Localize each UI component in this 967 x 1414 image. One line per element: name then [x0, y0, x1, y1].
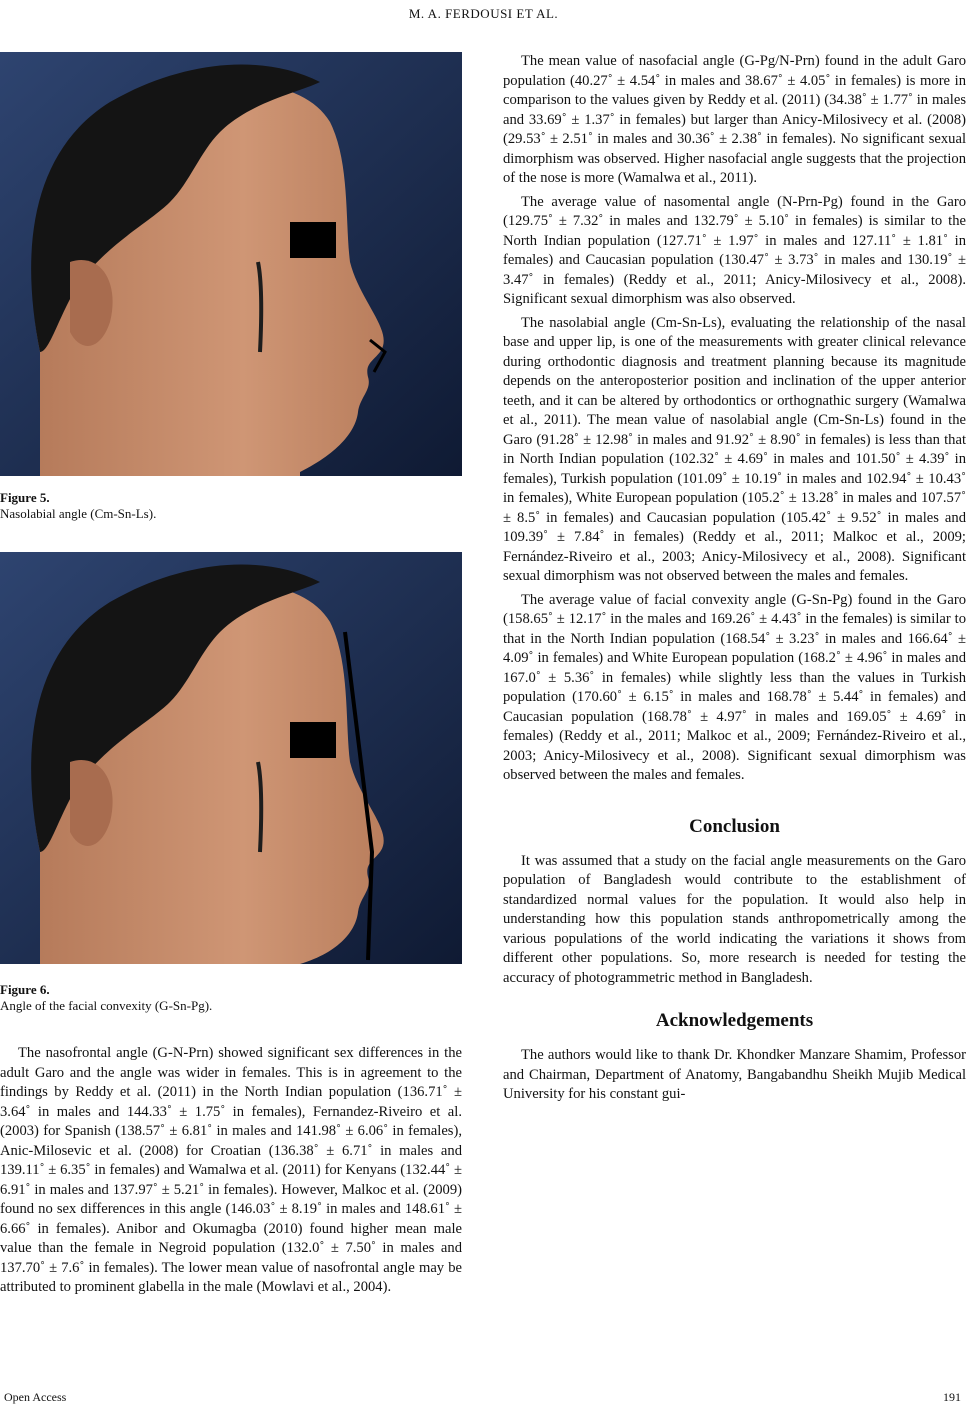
- left-column-paragraph: The nasofrontal angle (G-N-Prn) showed significant sex differences in the adult Garo and the angle was wider in females. This is in agreement to the findings by Reddy et al. (2011) in the North Indian population (136.71˚ ± 3.64˚ in males and 144.33˚ ± 1.75˚ in females), Fernandez-Riveiro et al. (2003) for Spanish (138.57˚ ± 6.81˚ in males and 141.98˚ ± 6.06˚ in females), Anic-Milosevic et al. (2008) for Croatian (136.38˚ ± 6.71˚ in males and 139.11˚ ± 6.35˚ in females) and Wamalwa et al. (2011) for Kenyans (132.44˚ ± 6.91˚ in males and 137.97˚ ± 5.21˚ in females). However, Malkoc et al. (2009) found no sex differences in this angle (146.03˚ ± 8.19˚ in males and 148.61˚ ± 6.66˚ in females). Anibor and Okumagba (2010) found higher mean male value than the female in Negroid population (132.0˚ ± 7.50˚ in males and 137.70˚ ± 7.6˚ in females). The lower mean value of nasofrontal angle may be attributed to prominent glabella in the male (Mowlavi et al., 2004).: [0, 1045, 462, 1295]
- left-column: [0, 52, 462, 1298]
- conclusion-paragraph: It was assumed that a study on the facial angle measurements on the Garo population of Bangladesh would contribute to the establishment of standardized normal values for the population. It would also help in understanding how this population stands anthropometrically among the various populations of the world indicating the variations it shows from different other populations. So, more research is needed for testing the accuracy of photogrammetric method in Bangladesh.: [503, 852, 966, 986]
- page-number: 191: [943, 1390, 961, 1404]
- profile-photo-nasolabial: [0, 52, 462, 476]
- paragraph-nasofacial: The mean value of nasofacial angle (G-Pg/N-Prn) found in the adult Garo population (40.27˚ ± 4.54˚ in males and 38.67˚ ± 4.05˚ in females) is more in comparison to the values given by Reddy et al. (2011) (34.38˚ ± 1.77˚ in males and 33.69˚ ± 1.37˚ in females) but larger than Anicy-Milosivecy et al. (2008) (29.53˚ ± 2.51˚ in males and 30.36˚ ± 2.38˚ in females). No significant sexual dimorphism was observed. Higher nasofacial angle suggests that the projection of the nose is more (Wamalwa et al., 2011).: [503, 53, 966, 186]
- right-column: [503, 52, 966, 1105]
- eye-mask: [290, 222, 336, 258]
- paragraph-nasolabial: The nasolabial angle (Cm-Sn-Ls), evaluating the relationship of the nasal base and upper lip, is one of the measurements with greater clinical relevance during orthodontic diagnosis and treatment planning because its magnitude depends on the anteroposterior position and inclination of the upper anterior teeth, and it can be altered by orthodontics or orthognathic surgery (Wamalwa et al., 2011). The mean value of nasolabial angle (Cm-Sn-Ls) found in the Garo (91.28˚ ± 12.98˚ in males and 91.92˚ ± 8.90˚ in females) is less than that in North Indian population (102.32˚ ± 4.69˚ in males and 101.50˚ ± 4.39˚ in females), Turkish population (101.09˚ ± 10.19˚ in males and 102.94˚ ± 10.43˚ in females), White European population (105.2˚ ± 13.28˚ in males and 107.57˚ ± 8.5˚ in females) and Caucasian population (105.42˚ ± 9.52˚ in males and 109.39˚ ± 7.84˚ in females) (Reddy et al., 2011; Malkoc et al., 2009; Fernández-Riveiro et al., 2003; Anicy-Milosivecy et al., 2008). Significant sexual dimorphism was not observed between the males and females.: [503, 314, 966, 584]
- figure-6-caption: [0, 982, 462, 1014]
- acknowledgements-heading: Acknowledgements: [655, 1010, 814, 1031]
- figure-6-label: Figure 6.: [0, 982, 50, 997]
- conclusion-heading: Conclusion: [689, 815, 780, 837]
- eye-mask-2: [290, 722, 336, 758]
- footer-open-access: Open Access: [4, 1390, 67, 1404]
- profile-photo-convexity: [0, 552, 462, 964]
- figure-5-caption: [0, 490, 462, 522]
- paragraph-facial-convexity: The average value of facial convexity angle (G-Sn-Pg) found in the Garo (158.65˚ ± 12.17˚ in the males and 169.26˚ ± 4.43˚ in the females) is similar to that in the North Indian population (168.54˚ ± 3.23˚ in males and 166.64˚ ± 4.09˚ in females) and White European population (168.2˚ ± 4.96˚ in males and 167.0˚ ± 5.36˚ in females) while slightly less than the values in Turkish population (170.60˚ ± 6.15˚ in males and 168.78˚ ± 5.44˚ in females) and Caucasian population (168.78˚ ± 4.97˚ in males and 169.05˚ ± 4.69˚ in females) (Reddy et al., 2011; Malkoc et al., 2009; Fernández-Riveiro et al., 2003; Anicy-Milosivecy et al., 2008). Significant sexual dimorphism was observed between the males and females.: [503, 591, 966, 783]
- figure-6-caption-text: Angle of the facial convexity (G-Sn-Pg).: [0, 998, 213, 1013]
- figure-5-caption-text: Nasolabial angle (Cm-Sn-Ls).: [0, 506, 157, 521]
- running-head: M. A. FERDOUSI ET AL.: [408, 6, 559, 21]
- figure-5-photo: [0, 52, 462, 476]
- acknowledgements-paragraph: The authors would like to thank Dr. Khondker Manzare Shamim, Professor and Chairman, Department of Anatomy, Bangabandhu Sheikh Mujib Medical University for his constant gui-: [503, 1047, 966, 1102]
- figure-5-label: Figure 5.: [0, 490, 50, 505]
- figure-6-photo: [0, 552, 462, 964]
- paragraph-nasomental: The average value of nasomental angle (N-Prn-Pg) found in the Garo (129.75˚ ± 7.32˚ in males and 132.79˚ ± 5.10˚ in females) is similar to the North Indian population (127.71˚ ± 1.97˚ in males and 127.11˚ ± 1.81˚ in females) and Caucasian population (130.47˚ ± 3.73˚ in males and 130.19˚ ± 3.47˚ in females) (Reddy et al., 2011; Anicy-Milosivecy et al., 2008). Significant sexual dimorphism was also observed.: [503, 193, 966, 307]
